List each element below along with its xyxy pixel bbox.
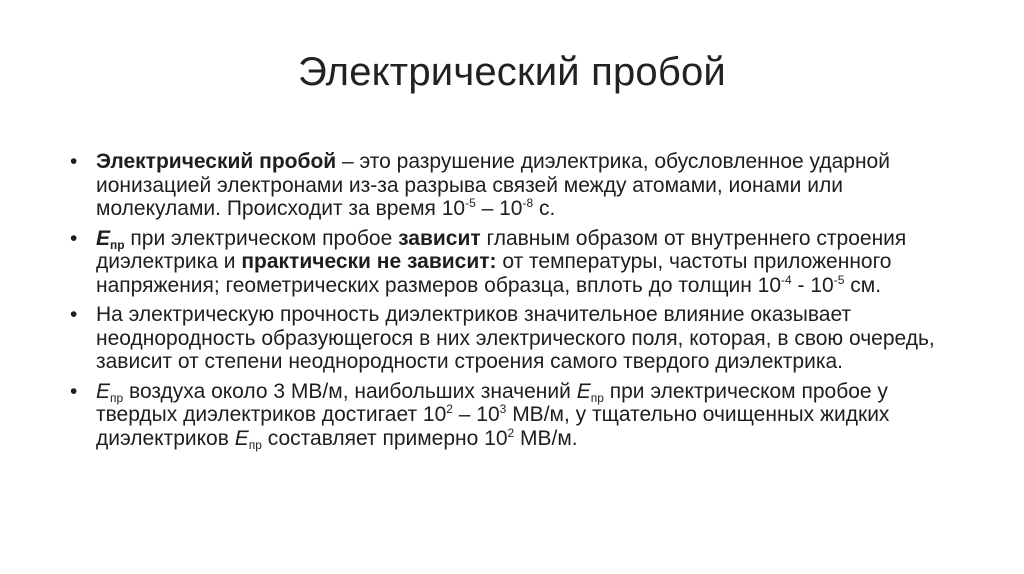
bullet-text: при электрическом пробое у твердых диэлектриков достигает 10 [96, 379, 888, 426]
bullet-text: при электрическом пробое [124, 226, 399, 250]
bullet-text: воздуха около 3 МВ/м, наибольших значений [123, 379, 577, 403]
exponent: -8 [522, 196, 534, 210]
bullet-list [70, 150, 950, 456]
slide-title: Электрический пробой [298, 50, 726, 94]
bold-term: зависит [398, 226, 481, 250]
symbol-e: E [234, 426, 249, 450]
bullet-marker: • [70, 226, 78, 250]
symbol-e: E [576, 379, 591, 403]
bullet-item-definition [70, 150, 950, 221]
subscript: пр [110, 237, 125, 252]
exponent: -5 [833, 272, 845, 287]
bullet-text: МВ/м, у тщательно очищенных жидких диэлектриков [96, 403, 890, 450]
bullet-item-dependence [70, 227, 950, 298]
subscript: пр [248, 437, 262, 452]
bullet-marker: • [70, 303, 78, 326]
bullet-text: см. [844, 273, 882, 297]
exponent: 2 [507, 425, 515, 440]
bullet-marker: • [70, 150, 78, 173]
exponent: -5 [465, 196, 476, 210]
term-electric-breakdown: Электрический пробой [96, 150, 337, 173]
bullet-text: с. [533, 197, 556, 220]
bullet-text: составляет примерно 10 [261, 426, 508, 450]
bullet-text: МВ/м. [514, 426, 578, 450]
bullet-item-inhomogeneity [70, 303, 950, 374]
exponent: 2 [446, 402, 453, 416]
symbol-e: E [96, 379, 111, 403]
bullet-text: – 10 [452, 403, 500, 426]
bold-term: практически не зависит: [241, 250, 497, 273]
exponent: -4 [781, 272, 792, 287]
exponent: 3 [499, 402, 507, 416]
bullet-text: от температуры, частоты приложенного напряжения; геометрических размеров образца, вплоть до толщин 10 [96, 250, 892, 297]
bullet-text: главным образом от внутреннего строения диэлектрика и [96, 226, 907, 273]
bullet-text: На электрическую прочность диэлектриков значительное влияние оказывает неоднородность образующегося в них электрического поля, которая, в свою очередь, зависит от степени неоднородности строения самого твердого диэлектрика. [96, 303, 935, 373]
bullet-text: – 10 [475, 197, 523, 220]
bullet-item-values [70, 380, 950, 451]
bullet-text: – это разрушение диэлектрика, обусловленное ударной ионизацией электронами из-за разрыва связей между атомами, ионами или молекулами. Происходит за время 10 [96, 150, 890, 220]
symbol-e: E [96, 226, 111, 250]
subscript: пр [590, 390, 604, 405]
bullet-marker: • [70, 379, 78, 403]
bullet-text: - 10 [791, 273, 834, 297]
subscript: пр [110, 390, 124, 405]
